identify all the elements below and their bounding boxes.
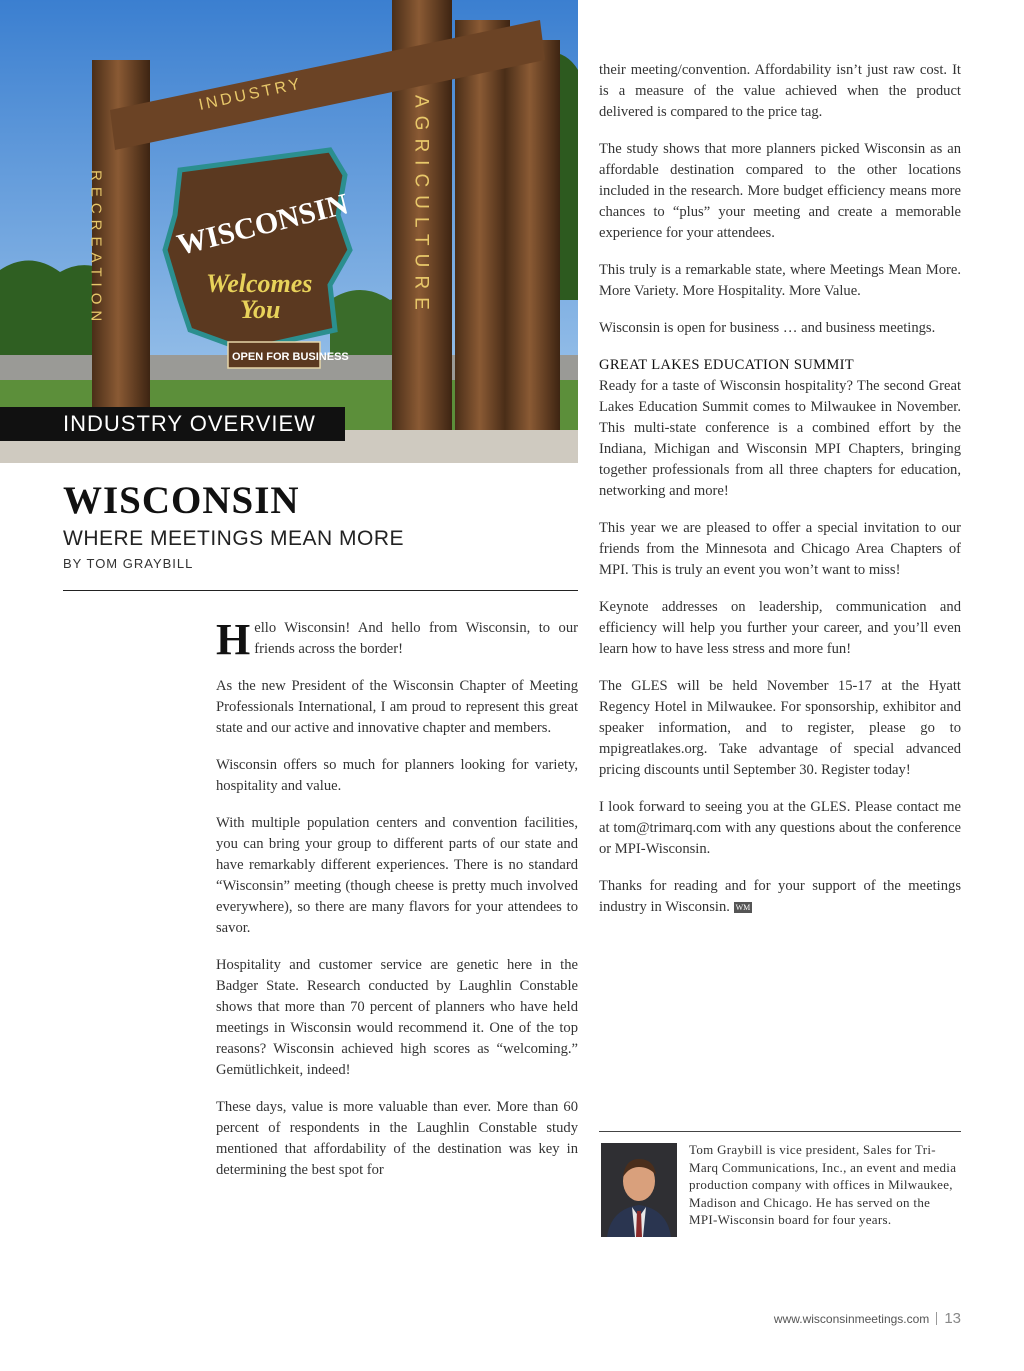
closing-paragraph	[599, 876, 961, 918]
paragraph: As the new President of the Wisconsin Chapter of Meeting Professionals International, I am proud to represent this great state and our active and innovative chapter and members.	[216, 678, 578, 736]
summit-section	[599, 355, 961, 502]
paragraph: Hospitality and customer service are genetic here in the Badger State. Research conducted by Laughlin Constable shows that more than 70 percent of planners who have held meetings in Wisconsin would recommend it. One of the top reasons? Wisconsin achieved high scores as “welcoming.” Gemütlichkeit, indeed!	[216, 957, 578, 1078]
summit-intro: Ready for a taste of Wisconsin hospitality? The second Great Lakes Education Summit comes to Milwaukee in November. This multi-state conference is a combined effort by the Indiana, Michigan and Wisconsin MPI Chapters, bringing together professionals from all three chapters for education, networking and more!	[599, 378, 961, 499]
paragraph: Wisconsin offers so much for planners looking for variety, hospitality and value.	[216, 757, 578, 794]
byline: BY TOM GRAYBILL	[63, 556, 194, 571]
title-divider	[63, 590, 578, 591]
sign-open-for-business: OPEN FOR BUSINESS	[232, 351, 349, 363]
hero-photo	[0, 0, 578, 463]
article-title: WISCONSIN	[63, 479, 300, 522]
paragraph: This year we are pleased to offer a special invitation to our friends from the Minnesota and Chicago Area Chapters of MPI. This is truly an event you won’t want to miss!	[599, 520, 961, 578]
sign-title: WISCONSIN	[173, 187, 352, 262]
post-left-label: RECREATION	[87, 170, 105, 328]
paragraph: Keynote addresses on leadership, communication and efficiency will help you further your career, and you’ll even learn how to have less stress and more fun!	[599, 599, 961, 657]
page-footer	[774, 1310, 961, 1327]
author-photo	[601, 1143, 677, 1237]
intro-text: ello Wisconsin! And hello from Wisconsin, to our friends across the border!	[254, 620, 578, 657]
author-divider	[599, 1131, 961, 1132]
paragraph: The GLES will be held November 15-17 at the Hyatt Regency Hotel in Milwaukee. For sponsorship, exhibitor and speaker information, and to register, please go to mpigreatlakes.org. Take advantage of special advanced pricing discounts until September 30. Register today!	[599, 678, 961, 778]
beam-label: INDUSTRY	[197, 75, 305, 114]
summit-heading: GREAT LAKES EDUCATION SUMMIT	[599, 357, 855, 373]
footer-separator	[936, 1312, 937, 1325]
paragraph: I look forward to seeing you at the GLES. Please contact me at tom@trimarq.com with any questions about the conference or MPI-Wisconsin.	[599, 799, 961, 857]
author-bio: Tom Graybill is vice president, Sales for Tri-Marq Communications, Inc., an event and media production company with offices in Milwaukee, Madison and Chicago. He has served on the MPI-Wisconsin board for four years.	[689, 1142, 957, 1228]
drop-cap: H	[216, 615, 251, 664]
paragraph: This truly is a remarkable state, where Meetings Mean More. More Variety. More Hospitality. More Value.	[599, 262, 961, 299]
sign-welcome-2: You	[240, 295, 281, 324]
paragraph: their meeting/convention. Affordability isn’t just raw cost. It is a measure of the value achieved when the product delivered is compared to the price tag.	[599, 62, 961, 120]
sign-welcome-1: Welcomes	[206, 269, 313, 298]
paragraph: These days, value is more valuable than ever. More than 60 percent of respondents in the Laughlin Constable study mentioned that affordability of the destination was key in determining the best spot for	[216, 1099, 578, 1178]
right-column	[599, 60, 961, 934]
closing-text: Thanks for reading and for your support of the meetings industry in Wisconsin.	[599, 878, 961, 915]
page-number: 13	[944, 1310, 961, 1327]
paragraph: With multiple population centers and convention facilities, you can bring your group to different parts of our state and have remarkably different experiences. There is no standard “Wisconsin” meeting (though cheese is pretty much involved everywhere), so there are many flavors for your attendees to savor.	[216, 815, 578, 936]
section-label: INDUSTRY OVERVIEW	[0, 407, 345, 441]
article-subtitle: WHERE MEETINGS MEAN MORE	[63, 527, 405, 550]
post-right-label: AGRICULTURE	[410, 95, 432, 318]
left-column	[216, 615, 578, 1197]
end-mark-icon: WM	[735, 903, 751, 913]
intro-paragraph	[216, 615, 578, 664]
footer-url: www.wisconsinmeetings.com	[773, 1312, 930, 1326]
paragraph: Wisconsin is open for business … and business meetings.	[599, 320, 936, 336]
paragraph: The study shows that more planners picked Wisconsin as an affordable destination compared to the other locations included in the research. More budget efficiency means more chances to “plus” your meeting and create a memorable experience for your attendees.	[599, 141, 961, 241]
